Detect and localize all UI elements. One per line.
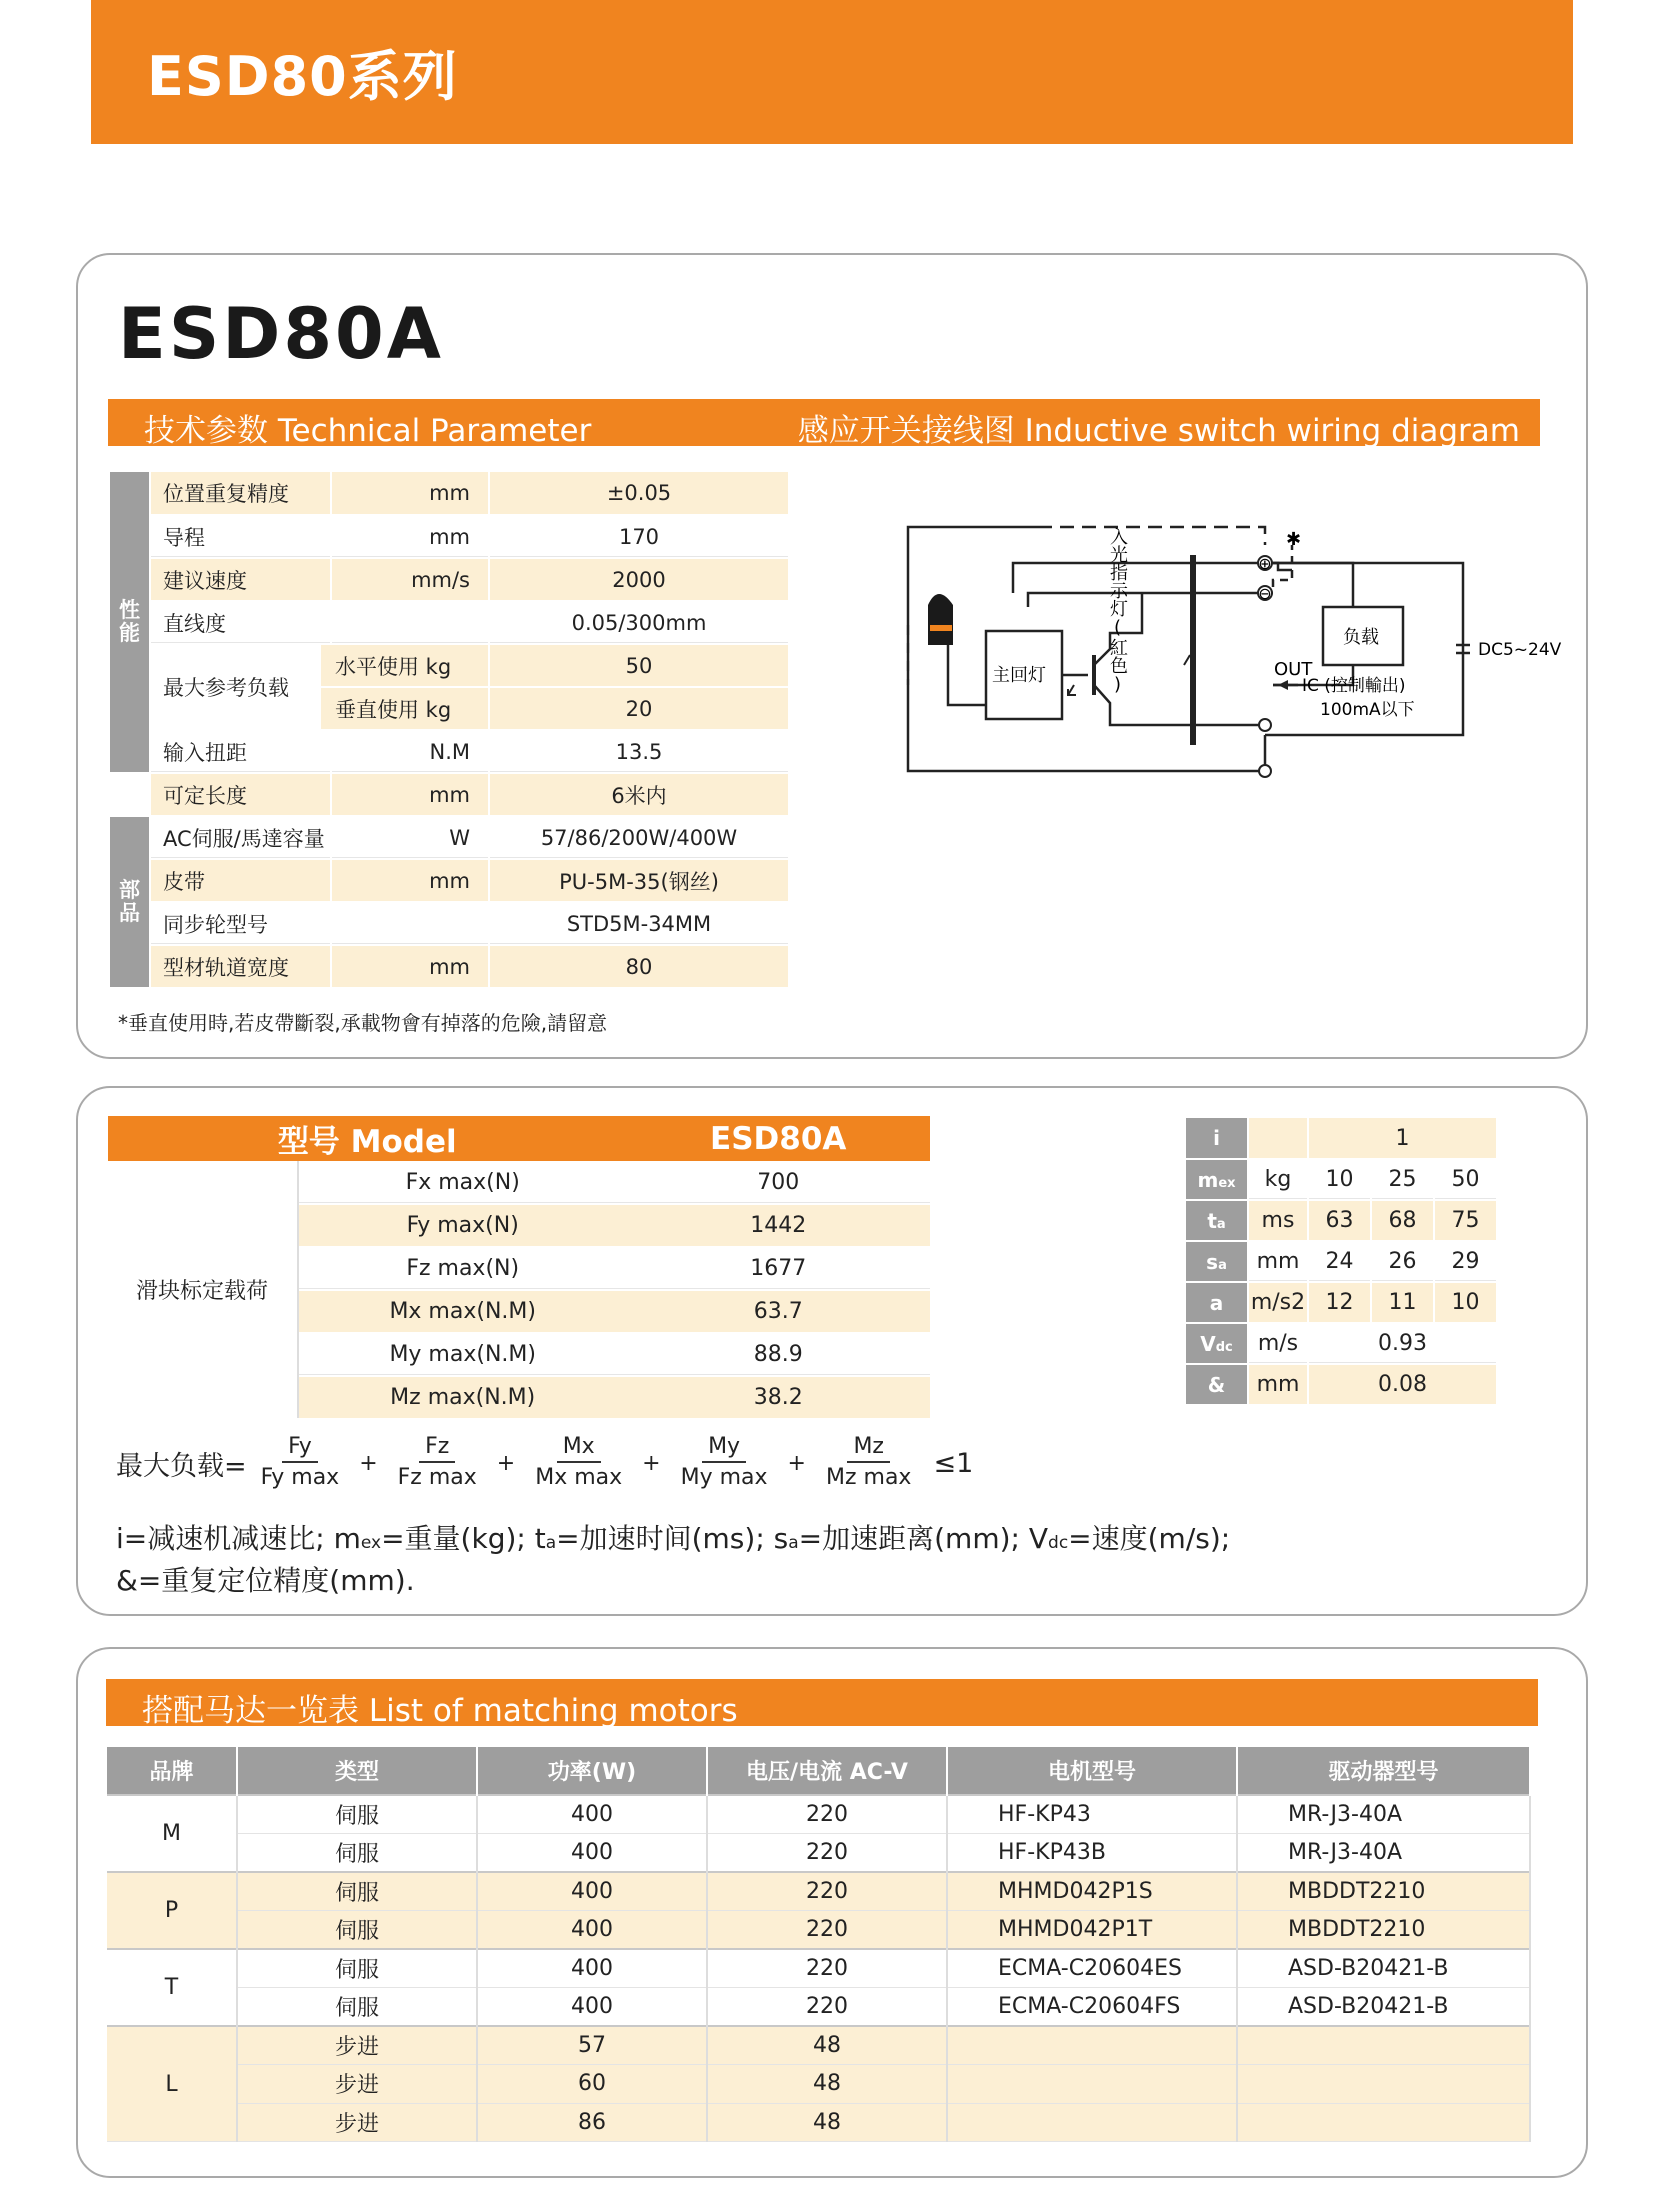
technical-parameter-card	[76, 253, 1588, 1059]
load-value: 1677	[626, 1247, 930, 1290]
param-unit: mm	[331, 515, 489, 558]
load-name: Fy max(N)	[298, 1204, 626, 1247]
param-unit: mm	[331, 859, 489, 902]
param-unit: mm/s	[331, 558, 489, 601]
table-row	[107, 1872, 1530, 1911]
terminal-ground-icon	[1259, 765, 1271, 777]
driver-model-cell: MBDDT2210	[1237, 1911, 1530, 1950]
value: 63	[1308, 1200, 1371, 1241]
wire-out	[1028, 593, 1265, 607]
param-name: 建议速度	[150, 558, 331, 601]
voltage-cell: 220	[707, 1834, 947, 1873]
param-value: ±0.05	[489, 472, 789, 515]
voltage-cell: 220	[707, 1949, 947, 1988]
group-text: 部 品	[119, 877, 140, 925]
mex-label: mex	[1186, 1159, 1248, 1200]
table-row	[1186, 1200, 1497, 1241]
series-title: ESD80系列	[147, 45, 458, 108]
motor-list-bar	[106, 1679, 1538, 1729]
type-cell: 步进	[237, 2026, 477, 2065]
plus-sign: +	[496, 1450, 516, 1476]
brand-cell: T	[107, 1949, 237, 2026]
wire-plus	[1013, 563, 1265, 593]
power-cell: 400	[477, 1834, 707, 1873]
value: 10	[1434, 1282, 1497, 1323]
param-name: 位置重复精度	[150, 472, 331, 515]
table-row	[110, 515, 789, 558]
driver-model-cell: MR-J3-40A	[1237, 1834, 1530, 1873]
wiring-diagram	[878, 525, 1578, 825]
table-row	[107, 2026, 1530, 2065]
col-type: 类型	[237, 1747, 477, 1795]
type-cell: 伺服	[237, 1834, 477, 1873]
voltage-cell: 48	[707, 2103, 947, 2142]
param-unit: mm	[331, 945, 489, 988]
param-unit: N.M	[331, 730, 489, 773]
motor-model-cell: ECMA-C20604FS	[947, 1988, 1237, 2027]
indicator-label: 入光指示灯(紅色)	[960, 527, 1128, 548]
type-cell: 伺服	[237, 1795, 477, 1834]
model-header-label: 型号 Model	[108, 1116, 626, 1161]
load-value: 63.7	[626, 1290, 930, 1333]
col-driver-model: 驱动器型号	[1237, 1747, 1530, 1795]
load-label: 负载	[1343, 627, 1379, 648]
rated-load-label: 滑块标定载荷	[108, 1161, 298, 1419]
group-label-performance	[110, 472, 150, 773]
ta-label: ta	[1186, 1200, 1248, 1241]
out-label: OUT	[1274, 659, 1313, 680]
fraction: $\frac{Fz}{\text{Fz max}}$	[397, 1434, 477, 1490]
ic-arrow-icon	[1278, 680, 1288, 690]
motor-model-cell	[947, 2065, 1237, 2104]
type-cell: 伺服	[237, 1911, 477, 1950]
formula-label: 最大负载=	[116, 1450, 247, 1482]
voltage-label: DC5~24V	[1478, 640, 1562, 660]
tech-parameter-heading: 技术参数 Technical Parameter	[144, 413, 592, 449]
amp-label: &	[1186, 1364, 1248, 1405]
group-label-parts	[110, 816, 150, 988]
col-voltage: 电压/电流 AC-V	[707, 1747, 947, 1795]
ic-label: IC (控制輸出)	[1302, 676, 1406, 696]
col-motor-model: 电机型号	[947, 1747, 1237, 1795]
param-name: 输入扭距	[150, 730, 331, 773]
fraction: $\frac{Fy}{\text{Fy max}}$	[260, 1434, 340, 1490]
value: 75	[1434, 1200, 1497, 1241]
param-sub-horizontal: 水平使用 kg	[320, 644, 489, 687]
param-value: 20	[489, 687, 789, 730]
terminal-minus-icon	[1259, 719, 1271, 731]
value: 29	[1434, 1241, 1497, 1282]
load-name: Fz max(N)	[298, 1247, 626, 1290]
param-value: 0.05/300mm	[489, 601, 789, 644]
param-unit: mm	[331, 773, 489, 816]
param-value: 80	[489, 945, 789, 988]
symbol-legend	[116, 1520, 1230, 1600]
type-cell: 步进	[237, 2103, 477, 2142]
type-cell: 伺服	[237, 1872, 477, 1911]
col-power: 功率(W)	[477, 1747, 707, 1795]
param-name: 皮带	[150, 859, 331, 902]
param-name: AC伺服/馬達容量	[150, 816, 331, 859]
a-label: a	[1186, 1282, 1248, 1323]
table-row	[1186, 1241, 1497, 1282]
motor-model-cell	[947, 2103, 1237, 2142]
type-cell: 伺服	[237, 1949, 477, 1988]
value: 26	[1371, 1241, 1434, 1282]
legend-line-1: i=减速机减速比; mex=重量(kg); ta=加速时间(ms); sa=加速距离(mm); Vdc=速度(m/s);	[116, 1522, 1231, 1555]
power-cell: 400	[477, 1911, 707, 1950]
motor-table	[107, 1747, 1531, 2142]
motor-model-cell: MHMD042P1S	[947, 1872, 1237, 1911]
power-cell: 400	[477, 1795, 707, 1834]
load-name: Mz max(N.M)	[298, 1376, 626, 1419]
table-row	[110, 773, 789, 816]
power-cell: 400	[477, 1872, 707, 1911]
fraction: $\frac{Mz}{\text{Mz max}}$	[825, 1434, 912, 1490]
table-row	[107, 1911, 1530, 1950]
footnote: *垂直使用時,若皮帶斷裂,承載物會有掉落的危險,請留意	[118, 1011, 608, 1035]
param-value: 170	[489, 515, 789, 558]
param-name: 直线度	[150, 601, 331, 644]
table-header	[107, 1747, 1530, 1795]
table-row	[110, 859, 789, 902]
table-row	[1186, 1364, 1497, 1405]
col-brand: 品牌	[107, 1747, 237, 1795]
load-value: 38.2	[626, 1376, 930, 1419]
value: 10	[1308, 1159, 1371, 1200]
voltage-cell: 220	[707, 1911, 947, 1950]
group-text: 性 能	[119, 597, 140, 645]
table-row	[107, 1834, 1530, 1873]
power-cell: 400	[477, 1988, 707, 2027]
table-row	[107, 2103, 1530, 2142]
driver-model-cell	[1237, 2026, 1530, 2065]
table-row	[107, 1949, 1530, 1988]
value: 24	[1308, 1241, 1371, 1282]
legend-line-2: &=重复定位精度(mm).	[116, 1564, 415, 1597]
load-value: 700	[626, 1161, 930, 1204]
param-name: 可定长度	[150, 773, 331, 816]
unit: m/s	[1248, 1323, 1308, 1364]
param-name: 导程	[150, 515, 331, 558]
plus-sign: +	[642, 1450, 661, 1476]
wiring-diagram-heading: 感应开关接线图 Inductive switch wiring diagram	[797, 413, 1520, 449]
param-value: 50	[489, 644, 789, 687]
voltage-cell: 220	[707, 1872, 947, 1911]
motor-model-cell: HF-KP43B	[947, 1834, 1237, 1873]
main-circuit-label: 主回灯	[992, 665, 1046, 686]
load-value: 88.9	[626, 1333, 930, 1376]
i-value: 1	[1308, 1118, 1497, 1159]
type-cell: 步进	[237, 2065, 477, 2104]
unit: m/s2	[1248, 1282, 1308, 1323]
current-label: 100mA以下	[1320, 700, 1415, 720]
plus-sign: +	[359, 1450, 378, 1476]
driver-model-cell: MR-J3-40A	[1237, 1795, 1530, 1834]
tech-parameter-bar	[108, 399, 1540, 449]
power-cell: 60	[477, 2065, 707, 2104]
voltage-cell: 48	[707, 2026, 947, 2065]
power-cell: 57	[477, 2026, 707, 2065]
minus-symbol: ⊖	[1258, 584, 1272, 603]
driver-model-cell: ASD-B20421-B	[1237, 1949, 1530, 1988]
value: 25	[1371, 1159, 1434, 1200]
unit: ms	[1248, 1200, 1308, 1241]
value: 0.93	[1308, 1323, 1497, 1364]
param-unit	[331, 601, 489, 644]
table-row	[110, 816, 789, 859]
param-unit: W	[331, 816, 489, 859]
table-row	[1186, 1118, 1497, 1159]
brand-cell: P	[107, 1872, 237, 1949]
table-row	[110, 472, 789, 515]
table-row	[110, 644, 789, 687]
unit: kg	[1248, 1159, 1308, 1200]
load-rating-table	[108, 1116, 930, 1420]
value: 11	[1371, 1282, 1434, 1323]
param-value: STD5M-34MM	[489, 902, 789, 945]
table-row	[110, 558, 789, 601]
table-row	[110, 945, 789, 988]
table-row	[110, 601, 789, 644]
param-sub-vertical: 垂直使用 kg	[320, 687, 489, 730]
motor-model-cell	[947, 2026, 1237, 2065]
value: 12	[1308, 1282, 1371, 1323]
param-value: PU-5M-35(钢丝)	[489, 859, 789, 902]
param-name: 同步轮型号	[150, 902, 331, 945]
value: 50	[1434, 1159, 1497, 1200]
param-unit	[331, 902, 489, 945]
plus-symbol: ⊕	[1258, 554, 1272, 573]
unit: mm	[1248, 1364, 1308, 1405]
power-cell: 400	[477, 1949, 707, 1988]
load-value: 1442	[626, 1204, 930, 1247]
fraction: $\frac{My}{\text{My max}}$	[680, 1434, 768, 1490]
table-row	[1186, 1282, 1497, 1323]
driver-model-cell: MBDDT2210	[1237, 1872, 1530, 1911]
model-title: ESD80A	[118, 293, 444, 375]
load-name: Fx max(N)	[298, 1161, 626, 1204]
table-header	[108, 1116, 930, 1161]
table-row	[107, 1988, 1530, 2027]
driver-model-cell: ASD-B20421-B	[1237, 1988, 1530, 2027]
series-banner	[91, 0, 1573, 144]
motor-model-cell: MHMD042P1T	[947, 1911, 1237, 1950]
max-load-formula	[116, 1428, 973, 1498]
model-header-value: ESD80A	[626, 1116, 930, 1161]
load-name: My max(N.M)	[298, 1333, 626, 1376]
brand-cell: L	[107, 2026, 237, 2142]
load-name: Mx max(N.M)	[298, 1290, 626, 1333]
load-rating-card	[76, 1086, 1588, 1616]
parameter-table	[110, 472, 790, 989]
type-cell: 伺服	[237, 1988, 477, 2027]
driver-model-cell	[1237, 2065, 1530, 2104]
param-name: 最大参考负载	[150, 644, 320, 730]
formula-tail: ≤1	[933, 1447, 974, 1479]
brand-cell: M	[107, 1795, 237, 1872]
param-value: 6米内	[489, 773, 789, 816]
table-row	[110, 730, 789, 773]
motor-model-cell: HF-KP43	[947, 1795, 1237, 1834]
value: 68	[1371, 1200, 1434, 1241]
value: 0.08	[1308, 1364, 1497, 1405]
param-name: 型材轨道宽度	[150, 945, 331, 988]
table-row	[1186, 1159, 1497, 1200]
table-row	[107, 1795, 1530, 1834]
indicator-lamp-icon	[928, 594, 953, 645]
motor-model-cell: ECMA-C20604ES	[947, 1949, 1237, 1988]
table-row	[108, 1161, 930, 1204]
vdc-label: Vdc	[1186, 1323, 1248, 1364]
acceleration-table	[1186, 1118, 1498, 1406]
param-value: 2000	[489, 558, 789, 601]
motor-list-heading: 搭配马达一览表 List of matching motors	[142, 1693, 738, 1729]
driver-model-cell	[1237, 2103, 1530, 2142]
voltage-cell: 220	[707, 1795, 947, 1834]
power-cell: 86	[477, 2103, 707, 2142]
param-value: 57/86/200W/400W	[489, 816, 789, 859]
plus-sign: +	[787, 1450, 806, 1476]
matching-motors-card	[76, 1647, 1588, 2178]
voltage-cell: 220	[707, 1988, 947, 2027]
table-row	[110, 902, 789, 945]
sa-label: sa	[1186, 1241, 1248, 1282]
star-symbol: ✱	[1286, 529, 1302, 550]
table-row	[1186, 1323, 1497, 1364]
voltage-cell: 48	[707, 2065, 947, 2104]
param-unit: mm	[331, 472, 489, 515]
table-row	[107, 2065, 1530, 2104]
fraction: $\frac{Mx}{\text{Mx max}}$	[535, 1434, 623, 1490]
i-label: i	[1186, 1118, 1248, 1159]
param-value: 13.5	[489, 730, 789, 773]
unit: mm	[1248, 1241, 1308, 1282]
